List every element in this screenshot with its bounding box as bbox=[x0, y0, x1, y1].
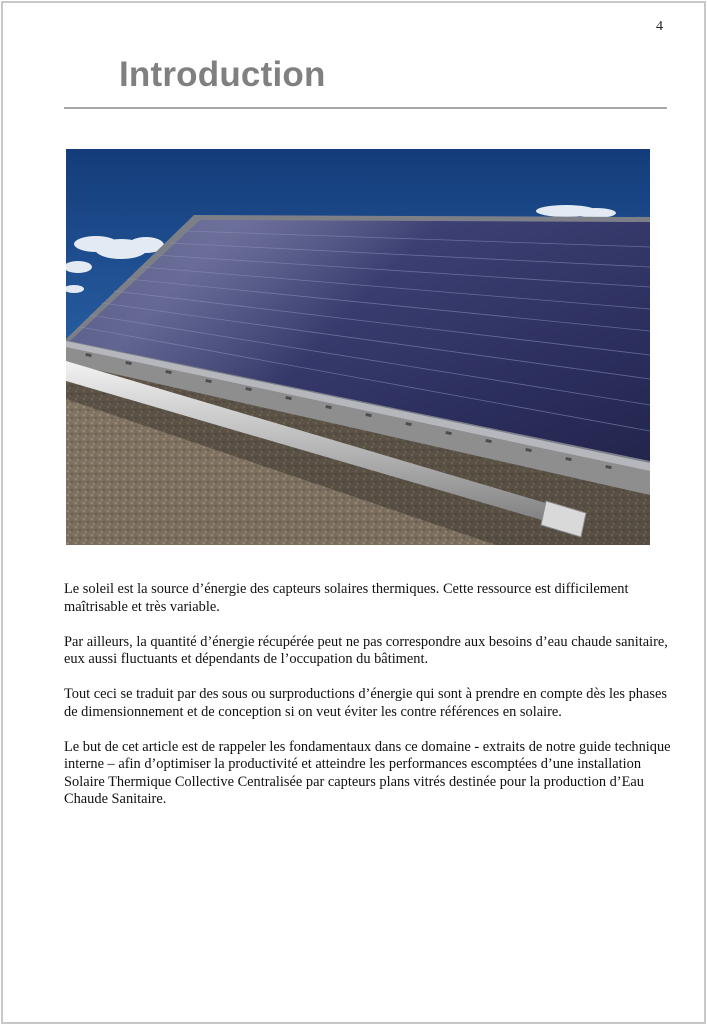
paragraph-2: Par ailleurs, la quantité d’énergie récupérée peut ne pas correspondre aux besoins d’eau chaude sanitaire, eux aussi fluctuants et dépendants de l’occupation du bâtiment. bbox=[64, 633, 668, 667]
paragraph-4: Le but de cet article est de rappeler les fondamentaux dans ce domaine - extraits de notre guide technique interne – afin d’optimiser la productivité et atteindre les performances escomptées d’une installation Solaire Thermique Collective Centralisée par capteurs plans vitrés destinée pour la production d’Eau Chaude Sanitaire. bbox=[64, 738, 671, 807]
paragraph-3: Tout ceci se traduit par des sous ou surproductions d’énergie qui sont à prendre en compte dès les phases de dimensionnement et de conception si on veut éviter les contre références en solaire. bbox=[64, 686, 667, 720]
solar-collector-photo bbox=[66, 149, 650, 545]
page-title: Introduction bbox=[119, 55, 326, 94]
page-frame bbox=[1, 1, 706, 1024]
body-text bbox=[64, 581, 674, 826]
solar-collector-illustration bbox=[66, 149, 650, 545]
paragraph-1: Le soleil est la source d’énergie des capteurs solaires thermiques. Cette ressource est difficilement maîtrisable et très variable. bbox=[64, 581, 629, 615]
title-divider bbox=[64, 107, 667, 109]
page-number: 4 bbox=[656, 19, 663, 34]
